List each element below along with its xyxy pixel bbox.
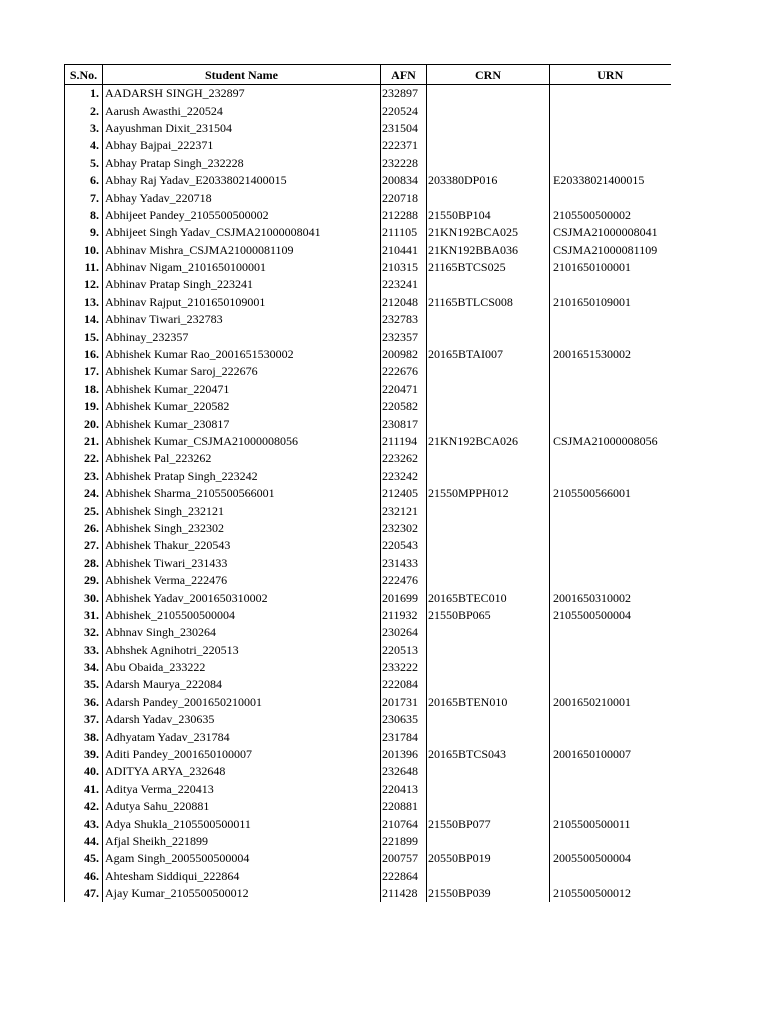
cell-urn: 2005500500004 [553,851,631,866]
cell-sno: 6. [65,172,103,189]
cell-crn [427,468,550,485]
cell-afn: 220718 [381,189,427,206]
cell-urn [550,833,671,850]
cell-afn: 232228 [381,155,427,172]
cell-crn: 21KN192BBA036 [427,242,550,259]
cell-crn [427,276,550,293]
cell-student-name: Abhishek Singh_232121 [103,502,381,519]
cell-urn [550,520,671,537]
cell-afn: 201396 [381,746,427,763]
cell-student-name: Abhishek Kumar_CSJMA21000008056 [103,433,381,450]
table-row [65,711,671,728]
cell-sno: 5. [65,155,103,172]
cell-student-name: Abhishek Thakur_220543 [103,537,381,554]
cell-sno: 23. [65,468,103,485]
cell-sno: 46. [65,868,103,885]
cell-student-name: AADARSH SINGH_232897 [103,85,381,103]
table-row [65,276,671,293]
cell-sno: 40. [65,763,103,780]
cell-sno: 1. [65,85,103,103]
cell-crn [427,85,550,103]
cell-student-name: Aditi Pandey_2001650100007 [103,746,381,763]
cell-sno: 36. [65,694,103,711]
cell-sno: 34. [65,659,103,676]
table-row [65,415,671,432]
cell-student-name: Abhay Bajpai_222371 [103,137,381,154]
table-row [65,763,671,780]
cell-afn: 233222 [381,659,427,676]
cell-student-name: Abu Obaida_233222 [103,659,381,676]
cell-urn [550,311,671,328]
cell-crn [427,102,550,119]
cell-sno: 2. [65,102,103,119]
cell-sno: 41. [65,781,103,798]
table-row [65,294,671,311]
table-header [65,65,671,85]
cell-crn [427,676,550,693]
table-row [65,346,671,363]
cell-urn [550,102,671,119]
cell-urn: CSJMA21000081109 [553,242,658,257]
cell-sno: 38. [65,728,103,745]
cell-afn: 212288 [381,207,427,224]
cell-student-name: Abhishek Pal_223262 [103,450,381,467]
cell-crn: 21550BP104 [427,207,550,224]
cell-crn: 21165BTLCS008 [427,294,550,311]
cell-student-name: Adhyatam Yadav_231784 [103,728,381,745]
cell-urn [550,415,671,432]
cell-urn: 2105500500011 [553,816,631,831]
table-row [65,259,671,276]
cell-urn [550,728,671,745]
cell-sno: 30. [65,589,103,606]
table-row [65,798,671,815]
cell-afn: 220543 [381,537,427,554]
cell-afn: 220582 [381,398,427,415]
cell-sno: 19. [65,398,103,415]
cell-crn [427,728,550,745]
cell-urn [550,450,671,467]
table-row [65,502,671,519]
cell-student-name: Abhishek Tiwari_231433 [103,555,381,572]
cell-afn: 220881 [381,798,427,815]
cell-crn: 21550BP065 [427,607,550,624]
table-row [65,520,671,537]
cell-sno: 24. [65,485,103,502]
cell-crn [427,328,550,345]
cell-crn [427,624,550,641]
cell-crn [427,537,550,554]
cell-student-name: ADITYA ARYA_232648 [103,763,381,780]
cell-afn: 211428 [381,885,427,902]
cell-student-name: Abhinav Pratap Singh_223241 [103,276,381,293]
cell-crn [427,781,550,798]
header-crn: CRN [427,65,550,85]
cell-sno: 47. [65,885,103,902]
cell-urn [550,537,671,554]
cell-sno: 33. [65,642,103,659]
cell-student-name: Abhishek Kumar_220471 [103,381,381,398]
cell-urn: 2105500566001 [553,486,631,501]
cell-urn [550,398,671,415]
cell-student-name: Abhay Pratap Singh_232228 [103,155,381,172]
cell-crn [427,833,550,850]
table-row [65,155,671,172]
cell-urn: 2001650210001 [553,694,631,709]
cell-urn: 2101650100001 [553,260,631,275]
cell-urn: 2105500500004 [553,607,631,622]
table-row [65,137,671,154]
cell-urn [550,711,671,728]
cell-crn [427,555,550,572]
cell-crn [427,155,550,172]
cell-sno: 27. [65,537,103,554]
cell-crn [427,798,550,815]
cell-urn [550,798,671,815]
cell-sno: 39. [65,746,103,763]
cell-urn [550,624,671,641]
cell-sno: 3. [65,120,103,137]
cell-afn: 220513 [381,642,427,659]
cell-student-name: Abhinay_232357 [103,328,381,345]
cell-afn: 231504 [381,120,427,137]
cell-sno: 18. [65,381,103,398]
cell-sno: 11. [65,259,103,276]
cell-urn [550,763,671,780]
cell-urn [550,468,671,485]
cell-crn [427,137,550,154]
cell-sno: 45. [65,850,103,867]
cell-sno: 20. [65,415,103,432]
cell-student-name: Abhay Raj Yadav_E20338021400015 [103,172,381,189]
cell-afn: 212048 [381,294,427,311]
cell-afn: 230817 [381,415,427,432]
cell-student-name: Abhijeet Singh Yadav_CSJMA21000008041 [103,224,381,241]
cell-afn: 220471 [381,381,427,398]
cell-sno: 7. [65,189,103,206]
cell-afn: 220413 [381,781,427,798]
cell-sno: 12. [65,276,103,293]
cell-afn: 230264 [381,624,427,641]
table-row [65,120,671,137]
cell-student-name: Ahtesham Siddiqui_222864 [103,868,381,885]
table-row [65,450,671,467]
cell-urn: CSJMA21000008056 [553,434,658,448]
cell-sno: 9. [65,224,103,241]
cell-afn: 222864 [381,868,427,885]
cell-crn [427,398,550,415]
cell-afn: 223262 [381,450,427,467]
cell-sno: 10. [65,242,103,259]
cell-student-name: Adarsh Maurya_222084 [103,676,381,693]
cell-sno: 42. [65,798,103,815]
cell-afn: 211105 [381,224,427,241]
cell-urn [550,120,671,137]
cell-afn: 211932 [381,607,427,624]
cell-sno: 14. [65,311,103,328]
cell-afn: 232302 [381,520,427,537]
cell-afn: 222084 [381,676,427,693]
cell-afn: 210764 [381,815,427,832]
cell-sno: 29. [65,572,103,589]
cell-student-name: Adya Shukla_2105500500011 [103,815,381,832]
cell-sno: 16. [65,346,103,363]
cell-crn: 20165BTEC010 [427,589,550,606]
cell-crn [427,363,550,380]
table-row [65,363,671,380]
cell-crn [427,381,550,398]
table-row [65,624,671,641]
cell-sno: 44. [65,833,103,850]
cell-student-name: Ajay Kumar_2105500500012 [103,885,381,902]
table-row [65,815,671,832]
header-row [65,65,671,85]
cell-urn [550,328,671,345]
table-row [65,555,671,572]
cell-afn: 222371 [381,137,427,154]
cell-afn: 230635 [381,711,427,728]
table-row [65,381,671,398]
table-row [65,728,671,745]
cell-crn [427,659,550,676]
cell-sno: 4. [65,137,103,154]
cell-afn: 232783 [381,311,427,328]
cell-student-name: Adarsh Yadav_230635 [103,711,381,728]
cell-sno: 35. [65,676,103,693]
table-row [65,833,671,850]
cell-crn [427,120,550,137]
table-body [65,85,671,903]
table-row [65,172,671,189]
cell-afn: 201699 [381,589,427,606]
cell-crn [427,763,550,780]
cell-urn [550,781,671,798]
cell-afn: 232648 [381,763,427,780]
student-list-sheet [64,64,670,902]
table-row [65,850,671,867]
cell-student-name: Agam Singh_2005500500004 [103,850,381,867]
cell-urn: 2001651530002 [553,347,631,362]
student-table [64,64,671,902]
header-sno: S.No. [65,65,103,85]
cell-student-name: Abhnav Singh_230264 [103,624,381,641]
cell-crn: 203380DP016 [427,172,550,189]
cell-urn [550,137,671,154]
cell-urn [550,189,671,206]
cell-student-name: Aarush Awasthi_220524 [103,102,381,119]
cell-crn [427,311,550,328]
cell-student-name: Abhay Yadav_220718 [103,189,381,206]
cell-crn [427,868,550,885]
cell-afn: 221899 [381,833,427,850]
cell-afn: 200982 [381,346,427,363]
cell-crn [427,711,550,728]
cell-crn: 20550BP019 [427,850,550,867]
cell-sno: 31. [65,607,103,624]
cell-crn: 21165BTCS025 [427,259,550,276]
cell-urn: 2001650100007 [553,747,631,762]
cell-student-name: Abhishek Kumar_230817 [103,415,381,432]
cell-student-name: Abhinav Tiwari_232783 [103,311,381,328]
cell-afn: 223242 [381,468,427,485]
table-row [65,868,671,885]
cell-student-name: Abhishek Sharma_2105500566001 [103,485,381,502]
table-row [65,102,671,119]
cell-sno: 13. [65,294,103,311]
cell-crn: 21550BP039 [427,885,550,902]
table-row [65,224,671,241]
cell-afn: 210441 [381,242,427,259]
cell-crn [427,572,550,589]
cell-student-name: Adarsh Pandey_2001650210001 [103,694,381,711]
cell-crn: 21KN192BCA025 [427,224,550,241]
cell-urn [550,555,671,572]
cell-urn: CSJMA21000008041 [553,225,658,240]
table-row [65,781,671,798]
cell-sno: 22. [65,450,103,467]
cell-sno: 26. [65,520,103,537]
cell-student-name: Abhinav Mishra_CSJMA21000081109 [103,242,381,259]
table-row [65,676,671,693]
cell-afn: 210315 [381,259,427,276]
cell-urn [550,572,671,589]
cell-sno: 21. [65,433,103,450]
cell-crn [427,520,550,537]
cell-crn: 20165BTEN010 [427,694,550,711]
cell-student-name: Abhishek_2105500500004 [103,607,381,624]
cell-sno: 43. [65,815,103,832]
cell-crn [427,189,550,206]
cell-student-name: Abhishek Kumar Saroj_222676 [103,363,381,380]
cell-urn [550,276,671,293]
cell-afn: 220524 [381,102,427,119]
cell-urn [550,363,671,380]
cell-sno: 17. [65,363,103,380]
table-row [65,589,671,606]
table-row [65,885,671,902]
cell-afn: 200834 [381,172,427,189]
header-afn: AFN [381,65,427,85]
cell-student-name: Abhishek Yadav_2001650310002 [103,589,381,606]
table-row [65,189,671,206]
cell-afn: 222476 [381,572,427,589]
cell-urn [550,155,671,172]
cell-crn: 21550BP077 [427,815,550,832]
table-row [65,607,671,624]
cell-student-name: Abhinav Nigam_2101650100001 [103,259,381,276]
cell-urn: E20338021400015 [553,173,645,188]
cell-student-name: Abhijeet Pandey_2105500500002 [103,207,381,224]
cell-afn: 232357 [381,328,427,345]
cell-student-name: Abhishek Kumar Rao_2001651530002 [103,346,381,363]
cell-student-name: Abhshek Agnihotri_220513 [103,642,381,659]
header-urn: URN [550,65,671,85]
cell-crn: 20165BTAI007 [427,346,550,363]
cell-crn [427,450,550,467]
cell-sno: 37. [65,711,103,728]
cell-urn: 2105500500002 [553,207,631,222]
cell-urn: 2101650109001 [553,294,631,309]
cell-urn: 2001650310002 [553,590,631,605]
cell-crn [427,642,550,659]
cell-afn: 231784 [381,728,427,745]
cell-student-name: Aditya Verma_220413 [103,781,381,798]
cell-afn: 200757 [381,850,427,867]
table-row [65,242,671,259]
cell-student-name: Aayushman Dixit_231504 [103,120,381,137]
cell-urn [550,502,671,519]
cell-urn [550,85,671,103]
cell-afn: 231433 [381,555,427,572]
table-row [65,328,671,345]
cell-urn: 2105500500012 [553,886,631,901]
cell-urn [550,381,671,398]
cell-crn [427,415,550,432]
cell-afn: 211194 [381,433,427,450]
cell-student-name: Afjal Sheikh_221899 [103,833,381,850]
cell-student-name: Abhishek Pratap Singh_223242 [103,468,381,485]
table-row [65,659,671,676]
cell-urn [550,642,671,659]
table-row [65,311,671,328]
cell-sno: 32. [65,624,103,641]
cell-student-name: Abhishek Verma_222476 [103,572,381,589]
cell-student-name: Adutya Sahu_220881 [103,798,381,815]
table-row [65,694,671,711]
cell-afn: 201731 [381,694,427,711]
table-row [65,572,671,589]
table-row [65,398,671,415]
cell-student-name: Abhishek Singh_232302 [103,520,381,537]
table-row [65,485,671,502]
table-row [65,642,671,659]
cell-afn: 232121 [381,502,427,519]
table-row [65,207,671,224]
cell-afn: 222676 [381,363,427,380]
table-row [65,85,671,103]
cell-urn [550,659,671,676]
cell-crn: 21550MPPH012 [427,485,550,502]
cell-urn [550,868,671,885]
table-row [65,537,671,554]
cell-student-name: Abhishek Kumar_220582 [103,398,381,415]
cell-crn [427,502,550,519]
cell-urn [550,676,671,693]
cell-afn: 212405 [381,485,427,502]
table-row [65,433,671,450]
header-student-name: Student Name [103,65,381,85]
cell-sno: 15. [65,328,103,345]
cell-sno: 8. [65,207,103,224]
table-row [65,746,671,763]
cell-crn: 21KN192BCA026 [427,433,550,450]
table-row [65,468,671,485]
cell-sno: 25. [65,502,103,519]
cell-afn: 223241 [381,276,427,293]
cell-crn: 20165BTCS043 [427,746,550,763]
cell-sno: 28. [65,555,103,572]
cell-afn: 232897 [381,85,427,103]
cell-student-name: Abhinav Rajput_2101650109001 [103,294,381,311]
